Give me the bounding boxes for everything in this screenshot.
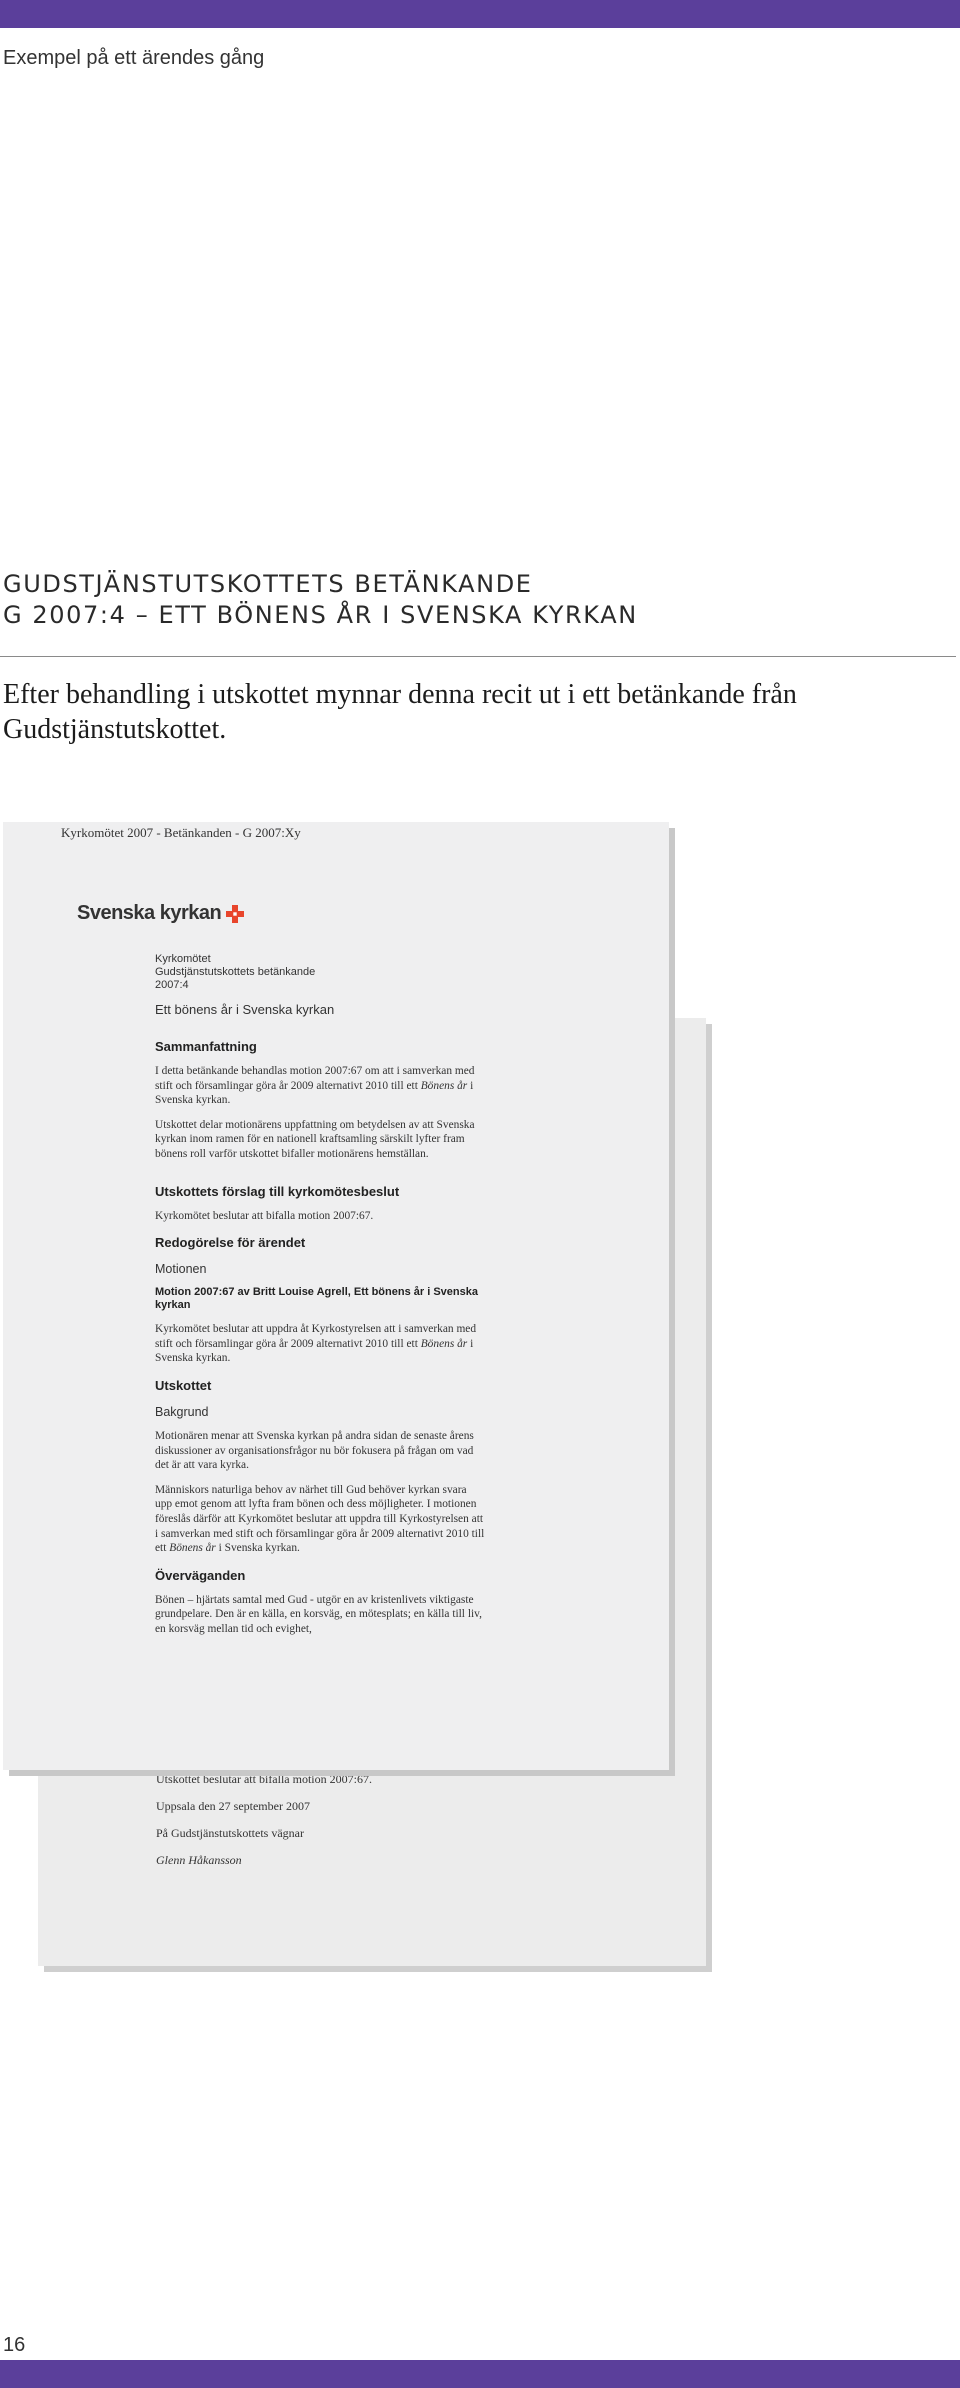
sammanfattning-paragraph-2: Utskottet delar motionärens uppfattning om betydelsen av att Svenska kyrkan inom ramen för en nationell kraftsamling särskilt lyfter fram bönens roll varför utskottet bifaller motionärens hemställan. xyxy=(155,1118,475,1160)
heading-redogorelse: Redogörelse för ärendet xyxy=(155,1235,306,1251)
motion-title: Motion 2007:67 av Britt Louise Agrell, Ett bönens år i Svenska kyrkan xyxy=(155,1286,478,1312)
heading-divider xyxy=(0,656,956,657)
section-heading xyxy=(3,569,638,631)
heading-overvaganden: Överväganden xyxy=(155,1567,246,1583)
bakgrund-paragraph-1: Motionären menar att Svenska kyrkan på andra sidan de senaste årens diskussioner av organisationsfrågor nu bör fokusera på frågan om vad det är att vara kyrka. xyxy=(155,1429,474,1472)
back-page-on-behalf: På Gudstjänstutskottets vägnar xyxy=(156,1826,304,1840)
logo-text: Svenska kyrkan xyxy=(77,902,222,924)
page-number: 16 xyxy=(3,2334,26,2356)
running-header: Exempel på ett ärendes gång xyxy=(3,47,265,69)
back-page-signature: Glenn Håkansson xyxy=(156,1853,242,1867)
motion-paragraph: Kyrkomötet beslutar att uppdra åt Kyrkostyrelsen att i samverkan med stift och församlingar göra år 2009 alternativt 2010 till ett Bönens år i Svenska kyrkan. xyxy=(155,1323,477,1365)
meta-line: Kyrkomötet xyxy=(155,953,211,965)
meta-line: 2007:4 xyxy=(155,979,189,991)
section-heading-line-2: G 2007:4 – ETT BÖNENS ÅR I SVENSKA KYRKAN xyxy=(3,601,638,629)
bottom-accent-bar xyxy=(0,2360,960,2388)
svenska-kyrkan-logo xyxy=(77,902,245,925)
back-page-date: Uppsala den 27 september 2007 xyxy=(156,1799,310,1813)
sammanfattning-paragraph-1: I detta betänkande behandlas motion 2007:67 om att i samverkan med stift och församlingar göra år 2009 alternativt 2010 till ett Bönens år i Svenska kyrkan. xyxy=(155,1065,475,1107)
section-heading-line-1: GUDSTJÄNSTUTSKOTTETS BETÄNKANDE xyxy=(3,570,533,598)
document-back-page-content xyxy=(156,1772,556,1880)
heading-sammanfattning: Sammanfattning xyxy=(155,1039,257,1054)
heading-bakgrund: Bakgrund xyxy=(155,1404,209,1419)
overvaganden-paragraph: Bönen – hjärtats samtal med Gud - utgör en av kristenlivets viktigaste grundpelare. Den är en källa, en korsväg, en mötesplats; en källa till liv, en korsväg mellan tid och evighet, xyxy=(155,1593,482,1635)
meta-line: Gudstjänstutskottets betänkande xyxy=(155,966,316,978)
document-front-page xyxy=(3,822,669,1770)
forslag-paragraph: Kyrkomötet beslutar att bifalla motion 2007:67. xyxy=(155,1209,374,1222)
heading-motionen: Motionen xyxy=(155,1262,207,1277)
document-body xyxy=(155,953,485,1636)
heading-forslag: Utskottets förslag till kyrkomötesbeslut xyxy=(155,1183,400,1199)
document-title: Ett bönens år i Svenska kyrkan xyxy=(155,1002,335,1017)
top-accent-bar xyxy=(0,0,960,28)
back-page-decision: Utskottet beslutar att bifalla motion 2007:67. xyxy=(156,1772,372,1786)
bakgrund-paragraph-2: Människors naturliga behov av närhet till Gud behöver kyrkan svara upp emot genom att lyfta fram bönen och dess möjligheter. I motionen föreslås därför att Kyrkomötet beslutar att uppdra till Kyrkostyrelsen att i samverkan med stift och församlingar göra år 2009 alternativt 2010 till ett Bönens år i Svenska kyrkan. xyxy=(155,1483,485,1555)
cross-icon xyxy=(225,904,245,924)
intro-paragraph: Efter behandling i utskottet mynnar denna recit ut i ett betänkande från Gudstjänstutskottet. xyxy=(3,679,797,745)
document-meta xyxy=(155,953,485,992)
heading-utskottet: Utskottet xyxy=(155,1377,212,1393)
document-header: Kyrkomötet 2007 - Betänkanden - G 2007:Xy xyxy=(61,825,301,840)
